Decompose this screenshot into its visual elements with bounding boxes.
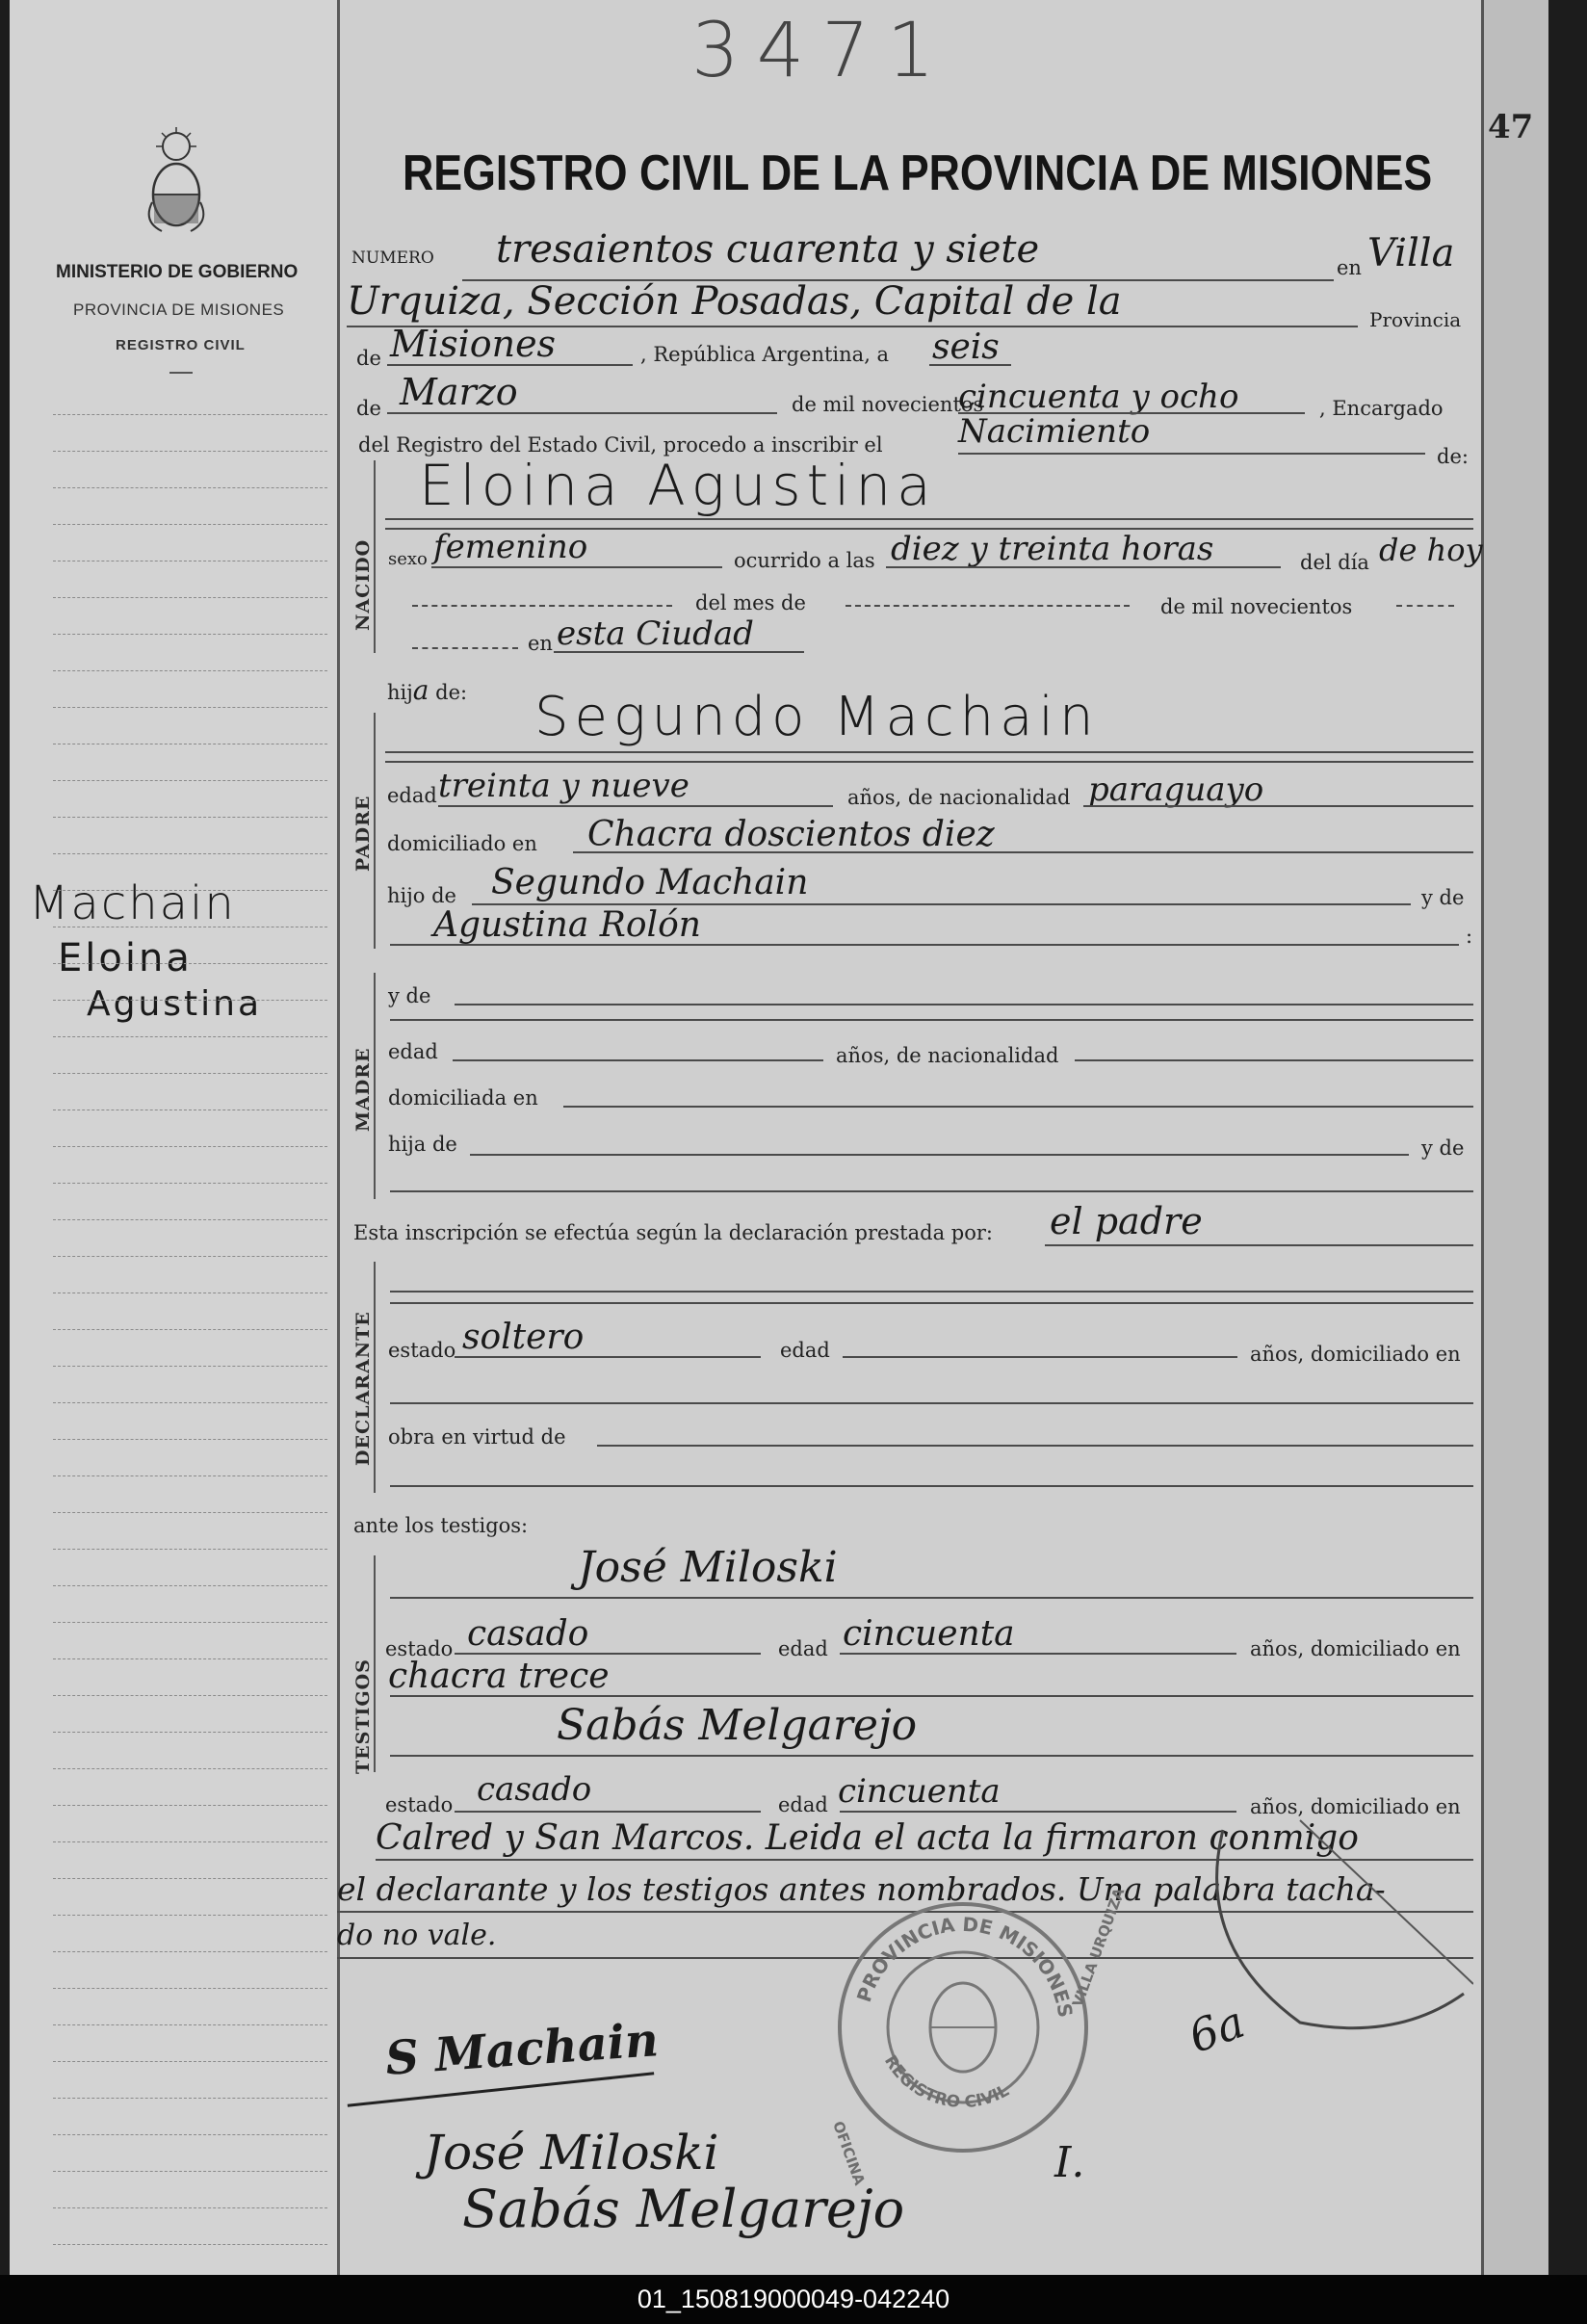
registro-text: del Registro del Estado Civil, procedo a inscribir el bbox=[358, 433, 883, 457]
margin-rule bbox=[53, 1073, 327, 1074]
padre-edad-value: treinta y nueve bbox=[438, 767, 689, 805]
margin-rule bbox=[53, 1146, 327, 1147]
declaracion-line bbox=[1045, 1244, 1473, 1246]
signature-declarante: S Machain bbox=[383, 2013, 661, 2086]
lugar-line bbox=[554, 651, 804, 653]
dia-dash bbox=[412, 605, 672, 607]
padre-nacionalidad-value: paraguayo bbox=[1088, 770, 1264, 809]
padre-padre-value: Segundo Machain bbox=[491, 863, 809, 902]
padre-domicilio-value: Chacra doscientos diez bbox=[587, 815, 995, 854]
nacido-bracket bbox=[374, 460, 376, 653]
madre-edad-line bbox=[453, 1059, 823, 1061]
padre-nacionalidad-label: años, de nacionalidad bbox=[847, 786, 1071, 809]
archive-number: 3471 bbox=[691, 8, 952, 94]
signature-testigo1: José Miloski bbox=[424, 2125, 719, 2180]
declarante-bracket bbox=[374, 1262, 376, 1493]
padre-hijo-label: hijo de bbox=[387, 884, 456, 907]
del-dia-label: del día bbox=[1300, 551, 1369, 574]
margin-rule bbox=[53, 1183, 327, 1184]
document-title: REGISTRO CIVIL DE LA PROVINCIA DE MISIONES bbox=[403, 145, 1433, 201]
ministry-label: MINISTERIO DE GOBIERNO bbox=[56, 262, 299, 282]
closing-line-1: Calred y San Marcos. Leida el acta la firmaron conmigo bbox=[376, 1818, 1359, 1858]
margin-rule bbox=[53, 1951, 327, 1952]
month-line bbox=[387, 412, 777, 414]
margin-rule bbox=[53, 1878, 327, 1879]
margin-rule bbox=[53, 1805, 327, 1806]
svg-text:REGISTRO CIVIL bbox=[880, 2052, 1012, 2112]
dia-value: de hoy bbox=[1379, 532, 1483, 568]
declarante-name-line-2 bbox=[390, 1302, 1473, 1304]
testigo2-domicilio-label: años, domiciliado en bbox=[1250, 1795, 1461, 1818]
madre-y-de-2-label: y de bbox=[1421, 1136, 1465, 1160]
mil-dash bbox=[1396, 605, 1454, 607]
testigo1-name: José Miloski bbox=[578, 1543, 838, 1592]
testigo1-estado-label: estado bbox=[385, 1637, 454, 1660]
testigo2-estado-value: casado bbox=[477, 1770, 592, 1809]
madre-name-line bbox=[455, 1004, 1473, 1005]
document-sheet bbox=[10, 0, 1548, 2275]
madre-nacionalidad-label: años, de nacionalidad bbox=[836, 1044, 1059, 1067]
registry-stamp-icon bbox=[828, 1893, 1098, 2162]
testigo2-name-line bbox=[390, 1755, 1473, 1757]
closing-line-2: el declarante y los testigos antes nombrados. Una palabra tacha- bbox=[337, 1870, 1386, 1908]
madre-domicilio-line bbox=[563, 1106, 1473, 1108]
nacido-en-label: en bbox=[528, 632, 553, 655]
mes-dash bbox=[846, 605, 1130, 607]
en-label: en bbox=[1337, 256, 1362, 279]
sexo-value: femenino bbox=[433, 528, 588, 566]
margin-rule bbox=[53, 2207, 327, 2208]
margin-rule bbox=[53, 634, 327, 635]
testigo2-edad-line bbox=[840, 1811, 1236, 1813]
right-binding bbox=[1481, 0, 1548, 2275]
margin-rule bbox=[53, 1988, 327, 1989]
padre-label: PADRE bbox=[352, 795, 374, 872]
nacido-label: NACIDO bbox=[352, 538, 374, 631]
act-type-line bbox=[958, 453, 1425, 455]
padre-name-line-2 bbox=[385, 761, 1473, 763]
stamp-right-text: VILLA URQUIZA bbox=[1069, 1885, 1129, 2010]
stamp-bottom-text: REGISTRO CIVIL bbox=[879, 2051, 1013, 2113]
stamp-left-text: OFICINA bbox=[829, 2119, 869, 2188]
closing-line-3: do no vale. bbox=[337, 1919, 497, 1952]
margin-rule bbox=[53, 1512, 327, 1513]
testigo1-estado-line bbox=[455, 1653, 761, 1655]
act-type-value: Nacimiento bbox=[958, 412, 1151, 451]
padre-bracket bbox=[374, 713, 376, 949]
margin-rule bbox=[53, 963, 327, 964]
madre-last-line bbox=[390, 1190, 1473, 1192]
testigo2-edad-label: edad bbox=[778, 1793, 828, 1816]
padre-domicilio-label: domiciliado en bbox=[387, 832, 537, 855]
testigo1-domicilio-value: chacra trece bbox=[388, 1657, 610, 1696]
hijo-de-label: de: bbox=[435, 681, 468, 704]
margin-rule bbox=[53, 1366, 327, 1367]
margin-rule bbox=[53, 1695, 327, 1696]
declarante-label: DECLARANTE bbox=[352, 1311, 374, 1466]
madre-hija-label: hija de bbox=[388, 1133, 457, 1156]
margin-rule bbox=[53, 780, 327, 781]
republica-label: , República Argentina, a bbox=[640, 343, 890, 366]
margin-rule bbox=[53, 1622, 327, 1623]
madre-name-line-2 bbox=[390, 1019, 1473, 1021]
month-value: Marzo bbox=[400, 371, 518, 413]
padre-edad-line bbox=[438, 805, 833, 807]
margin-rule bbox=[53, 817, 327, 818]
svg-text:PROVINCIA DE MISIONES bbox=[852, 1913, 1078, 2020]
margin-rule bbox=[53, 524, 327, 525]
margin-rule bbox=[53, 1841, 327, 1842]
padre-nacionalidad-line bbox=[1083, 805, 1473, 807]
provincia-label: Provincia bbox=[1369, 308, 1462, 331]
nacido-name-line bbox=[385, 518, 1473, 520]
sexo-line bbox=[431, 566, 722, 568]
file-id-footer: 01_150819000049-042240 bbox=[0, 2275, 1587, 2324]
declarante-estado-value: soltero bbox=[462, 1318, 585, 1357]
testigo1-edad-value: cincuenta bbox=[843, 1614, 1015, 1654]
margin-rule bbox=[53, 597, 327, 598]
hijo-label bbox=[387, 674, 467, 706]
de-label-2: de bbox=[356, 397, 381, 420]
year-value: cincuenta y ocho bbox=[958, 378, 1239, 416]
padre-colon: : bbox=[1466, 925, 1473, 948]
margin-rule bbox=[53, 707, 327, 708]
padre-y-de-label: y de bbox=[1421, 886, 1465, 909]
day-line bbox=[929, 364, 1011, 366]
declarante-domicilio-line bbox=[390, 1402, 1473, 1404]
testigo2-name: Sabás Melgarejo bbox=[557, 1701, 918, 1750]
margin-rule bbox=[53, 1036, 327, 1037]
en-dash bbox=[412, 647, 518, 649]
padre-domicilio-line bbox=[573, 851, 1473, 853]
padre-edad-label: edad bbox=[387, 784, 437, 807]
province-label: PROVINCIA DE MISIONES bbox=[73, 300, 285, 319]
declarante-obra-label: obra en virtud de bbox=[388, 1425, 566, 1449]
testigo2-estado-line bbox=[455, 1811, 761, 1813]
declarante-estado-line bbox=[455, 1356, 761, 1358]
testigo1-name-line bbox=[390, 1597, 1473, 1599]
margin-rule bbox=[53, 2171, 327, 2172]
margin-rule bbox=[53, 1475, 327, 1476]
del-mes-label: del mes de bbox=[695, 591, 806, 614]
testigos-bracket bbox=[374, 1555, 376, 1772]
margin-rule bbox=[53, 487, 327, 488]
margin-rule bbox=[53, 2134, 327, 2135]
declarante-estado-label: estado bbox=[388, 1339, 456, 1362]
testigos-intro: ante los testigos: bbox=[353, 1514, 529, 1537]
coat-of-arms-icon bbox=[143, 125, 210, 241]
testigo1-edad-label: edad bbox=[778, 1637, 828, 1660]
year-label: de mil novecientos bbox=[792, 393, 984, 416]
margin-rule bbox=[53, 670, 327, 671]
hijo-suffix: a bbox=[412, 674, 429, 706]
numero-label: NUMERO bbox=[351, 248, 434, 268]
declarante-last-line bbox=[390, 1485, 1473, 1487]
madre-bracket bbox=[374, 973, 376, 1199]
province-line bbox=[387, 364, 633, 366]
margin-rule bbox=[53, 414, 327, 415]
testigo1-estado-value: casado bbox=[467, 1614, 589, 1654]
margin-rule bbox=[53, 1915, 327, 1916]
lugar-value: esta Ciudad bbox=[557, 614, 754, 653]
madre-y-de-label: y de bbox=[388, 984, 431, 1007]
padre-madre-line bbox=[390, 944, 1459, 946]
madre-label: MADRE bbox=[352, 1047, 374, 1132]
madre-hija-line bbox=[470, 1154, 1409, 1156]
margin-rule bbox=[53, 1402, 327, 1403]
signature-registrar-mark-2: I. bbox=[1054, 2138, 1085, 2187]
page-number: 47 bbox=[1488, 108, 1534, 146]
margin-rule bbox=[53, 890, 327, 891]
margin-rule bbox=[53, 2098, 327, 2099]
de-colon-label: de: bbox=[1437, 445, 1469, 468]
declarante-edad-label: edad bbox=[780, 1339, 830, 1362]
sexo-label: sexo bbox=[388, 549, 428, 569]
padre-name-line bbox=[385, 751, 1473, 753]
padre-madre-value: Agustina Rolón bbox=[433, 905, 701, 945]
margin-rule bbox=[53, 1549, 327, 1550]
declarante-obra-line bbox=[597, 1445, 1473, 1447]
declarante-edad-line bbox=[843, 1356, 1237, 1358]
margin-rule bbox=[53, 1658, 327, 1659]
madre-edad-label: edad bbox=[388, 1040, 438, 1063]
declaracion-text: Esta inscripción se efectúa según la declaración prestada por: bbox=[353, 1221, 993, 1244]
signature-registrar-mark: 6a bbox=[1182, 1995, 1252, 2064]
place-value-2: Urquiza, Sección Posadas, Capital de la bbox=[347, 279, 1122, 324]
madre-domicilio-label: domiciliada en bbox=[388, 1086, 538, 1110]
day-value: seis bbox=[932, 327, 1000, 367]
mil-label: de mil novecientos bbox=[1160, 595, 1353, 618]
testigos-label: TESTIGOS bbox=[352, 1658, 374, 1774]
margin-rule bbox=[53, 1439, 327, 1440]
margin-rule bbox=[53, 451, 327, 452]
margin-rule bbox=[53, 2244, 327, 2245]
hora-value: diez y treinta horas bbox=[891, 530, 1214, 568]
testigo2-edad-value: cincuenta bbox=[838, 1772, 1001, 1811]
margin-rule bbox=[53, 853, 327, 854]
signature-testigo2: Sabás Melgarejo bbox=[462, 2179, 905, 2239]
declarante-domicilio-label: años, domiciliado en bbox=[1250, 1343, 1461, 1366]
margin-rule bbox=[53, 2061, 327, 2062]
dash-divider bbox=[169, 372, 193, 374]
declarante-name-line bbox=[390, 1291, 1473, 1293]
margin-note-name1: Eloina bbox=[58, 936, 193, 980]
encargado-label: , Encargado bbox=[1319, 397, 1444, 420]
nacido-name: Eloina Agustina bbox=[419, 453, 937, 518]
margin-rule bbox=[53, 1219, 327, 1220]
declaracion-value: el padre bbox=[1050, 1200, 1203, 1242]
margin-rule bbox=[53, 1256, 327, 1257]
margin-rule bbox=[53, 1585, 327, 1586]
margin-rule bbox=[53, 1732, 327, 1733]
margin-column bbox=[10, 0, 340, 2275]
de-label: de bbox=[356, 347, 381, 370]
province-value: Misiones bbox=[390, 323, 557, 365]
testigo1-domicilio-line bbox=[390, 1695, 1473, 1697]
numero-value: tresaientos cuarenta y siete bbox=[496, 227, 1040, 272]
testigo1-domicilio-label: años, domiciliado en bbox=[1250, 1637, 1461, 1660]
padre-name: Segundo Machain bbox=[534, 686, 1100, 748]
margin-rule bbox=[53, 2024, 327, 2025]
margin-note-name2: Agustina bbox=[87, 984, 263, 1024]
margin-rule bbox=[53, 1768, 327, 1769]
stamp-top-text: PROVINCIA DE MISIONES bbox=[851, 1912, 1078, 2020]
margin-rule bbox=[53, 1329, 327, 1330]
registry-label: REGISTRO CIVIL bbox=[116, 337, 246, 353]
madre-nacionalidad-line bbox=[1075, 1059, 1473, 1061]
place-value-1: Villa bbox=[1367, 231, 1455, 275]
testigo1-edad-line bbox=[840, 1653, 1236, 1655]
margin-rule bbox=[53, 1000, 327, 1001]
ocurrido-label: ocurrido a las bbox=[734, 549, 875, 572]
hijo-prefix: hij bbox=[387, 681, 413, 704]
margin-note-surname: Machain bbox=[29, 876, 236, 930]
hora-line bbox=[886, 566, 1281, 568]
testigo2-estado-label: estado bbox=[385, 1793, 454, 1816]
